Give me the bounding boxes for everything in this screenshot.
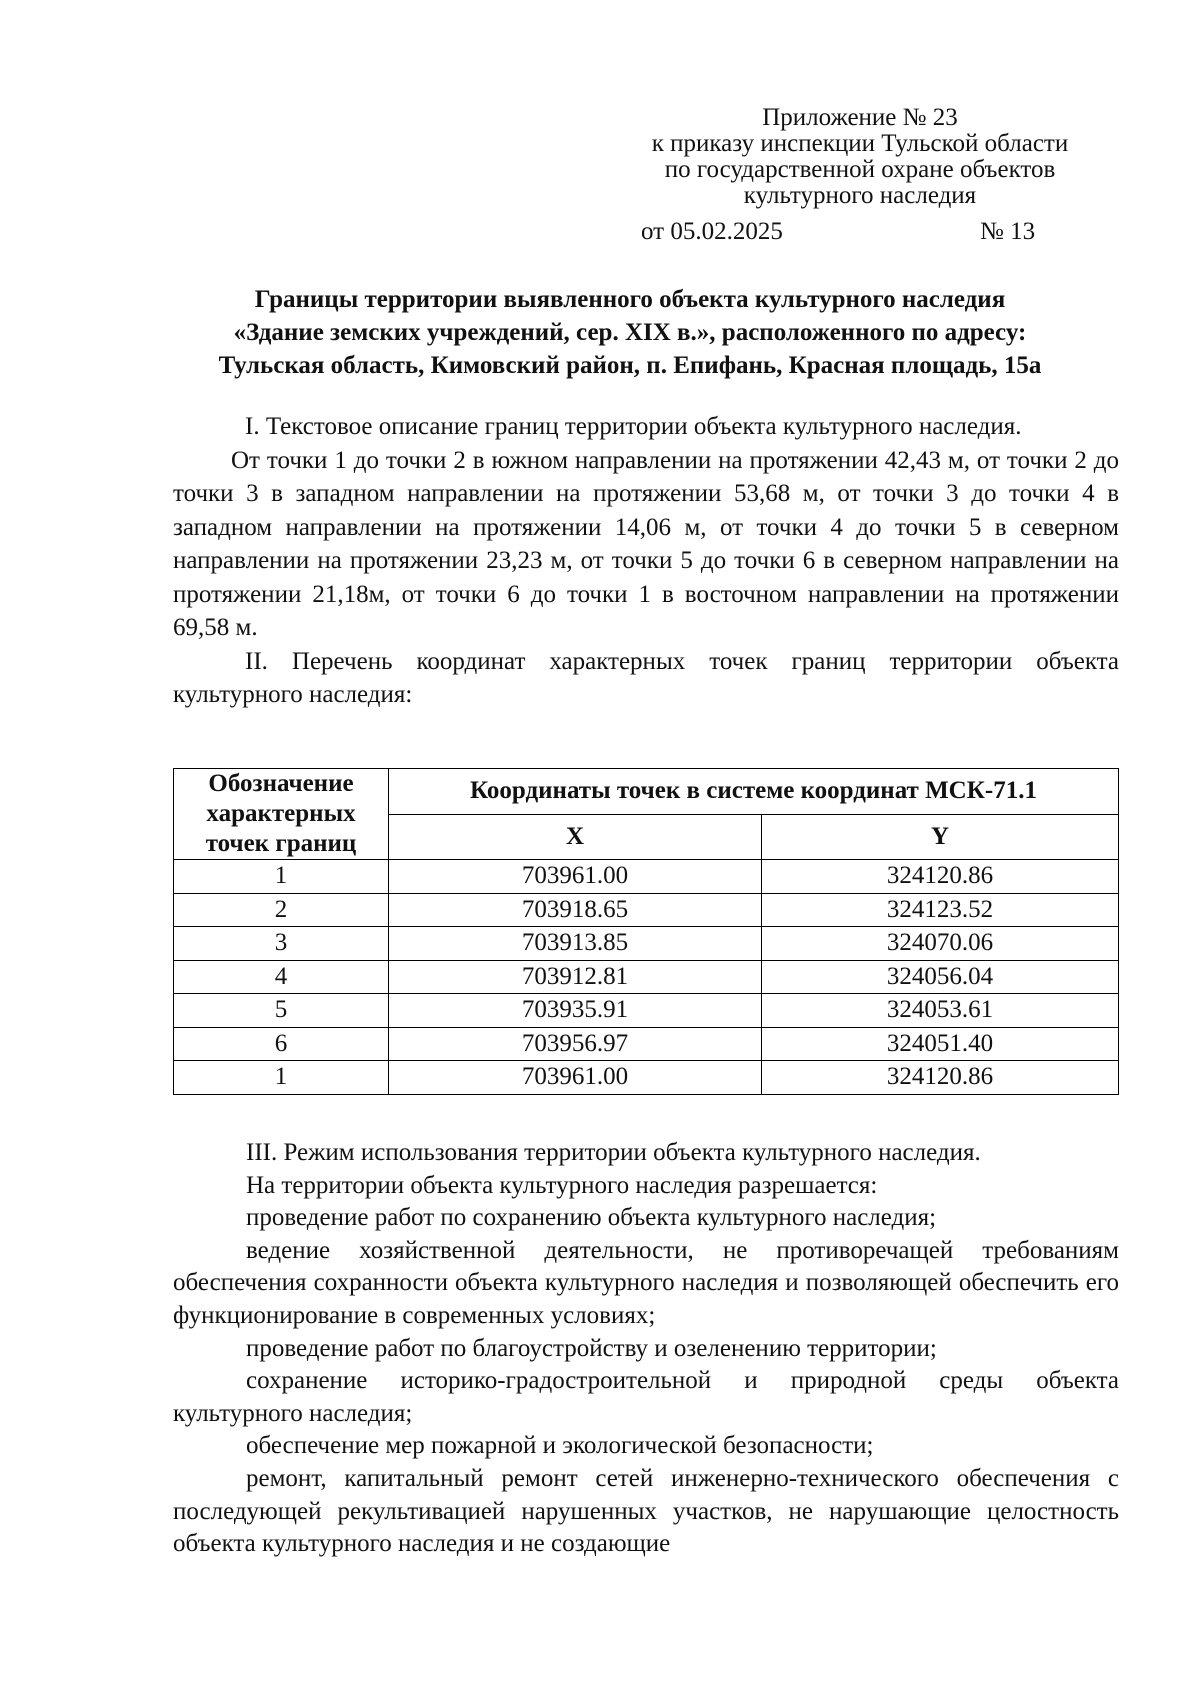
point-cell: 5: [174, 994, 389, 1028]
point-cell: 1: [174, 1061, 389, 1095]
coordinates-table: [173, 768, 1119, 1095]
title-line: Границы территории выявленного объекта культурного наследия: [254, 286, 1006, 313]
x-cell: 703935.91: [389, 994, 762, 1028]
y-cell: 324123.52: [762, 893, 1119, 927]
x-cell: 703961.00: [389, 1061, 762, 1095]
title-line: «Здание земских учреждений, сер. XIX в.», расположенного по адресу:: [233, 319, 1027, 346]
table-row: [174, 1027, 1119, 1061]
section1-text: От точки 1 до точки 2 в южном направлении на протяжении 42,43 м, от точки 2 до точки 3 в западном направлении на протяжении 53,68 м, от точки 3 до точки 4 в западном направлении на протяжении 14,06 м, от точки 4 до точки 5 в северном направлении на протяжении 23,23 м, от точки 5 до точки 6 в северном направлении на протяжении 21,18м, от точки 6 до точки 1 в восточном направлении на протяжении 69,58 м.: [173, 446, 1119, 641]
col-x-header: X: [389, 814, 762, 860]
appendix-agency-cont: культурного наследия: [743, 182, 977, 209]
point-cell: 4: [174, 960, 389, 994]
appendix-agency: по государственной охране объектов: [664, 156, 1056, 183]
section-usage-regime: [173, 1137, 1119, 1561]
document-title: [160, 283, 1100, 382]
table-row: [174, 927, 1119, 961]
x-cell: 703913.85: [389, 927, 762, 961]
order-date: от 05.02.2025: [641, 218, 783, 245]
col-point-header: Обозначение характерных точек границ: [174, 769, 389, 860]
section1-heading: I. Текстовое описание границ территории объекта культурного наследия.: [245, 413, 1022, 440]
y-cell: 324120.86: [762, 1061, 1119, 1095]
section3-intro: На территории объекта культурного наследия разрешается:: [246, 1171, 878, 1199]
table-row: [174, 860, 1119, 894]
appendix-order-ref: к приказу инспекции Тульской области: [651, 130, 1069, 157]
table-row: [174, 893, 1119, 927]
list-item: ремонт, капитальный ремонт сетей инженерно-технического обеспечения с последующей рекультивацией нарушенных участков, не нарушающие целостность объекта культурного наследия и не создающие: [173, 1464, 1119, 1558]
title-line: Тульская область, Кимовский район, п. Епифань, Красная площадь, 15а: [218, 352, 1042, 379]
appendix-header: [600, 105, 1120, 209]
point-cell: 2: [174, 893, 389, 927]
point-cell: 1: [174, 860, 389, 894]
list-item: обеспечение мер пожарной и экологической безопасности;: [246, 1432, 874, 1460]
y-cell: 324120.86: [762, 860, 1119, 894]
list-item: ведение хозяйственной деятельности, не противоречащей требованиям обеспечения сохранности объекта культурного наследия и позволяющей обеспечить его функционирование в современных условиях;: [173, 1236, 1119, 1329]
order-number: № 13: [980, 218, 1036, 245]
section-boundaries: [173, 410, 1119, 712]
table-row: [174, 1061, 1119, 1095]
col-y-header: Y: [762, 814, 1119, 860]
list-item: проведение работ по благоустройству и озеленению территории;: [246, 1334, 937, 1362]
table-row: [174, 960, 1119, 994]
table-row: [174, 994, 1119, 1028]
x-cell: 703956.97: [389, 1027, 762, 1061]
y-cell: 324051.40: [762, 1027, 1119, 1061]
point-cell: 3: [174, 927, 389, 961]
y-cell: 324070.06: [762, 927, 1119, 961]
appendix-number: Приложение № 23: [762, 104, 958, 131]
col-group-header: Координаты точек в системе координат МСК-71.1: [389, 769, 1119, 815]
list-item: проведение работ по сохранению объекта культурного наследия;: [246, 1204, 937, 1232]
y-cell: 324053.61: [762, 994, 1119, 1028]
section2-heading: II. Перечень координат характерных точек границ территории объекта культурного наследия:: [173, 647, 1119, 708]
section3-heading: III. Режим использования территории объекта культурного наследия.: [246, 1139, 981, 1166]
y-cell: 324056.04: [762, 960, 1119, 994]
list-item: сохранение историко-градостроительной и природной среды объекта культурного наследия;: [173, 1367, 1119, 1427]
x-cell: 703918.65: [389, 893, 762, 927]
point-cell: 6: [174, 1027, 389, 1061]
x-cell: 703912.81: [389, 960, 762, 994]
x-cell: 703961.00: [389, 860, 762, 894]
